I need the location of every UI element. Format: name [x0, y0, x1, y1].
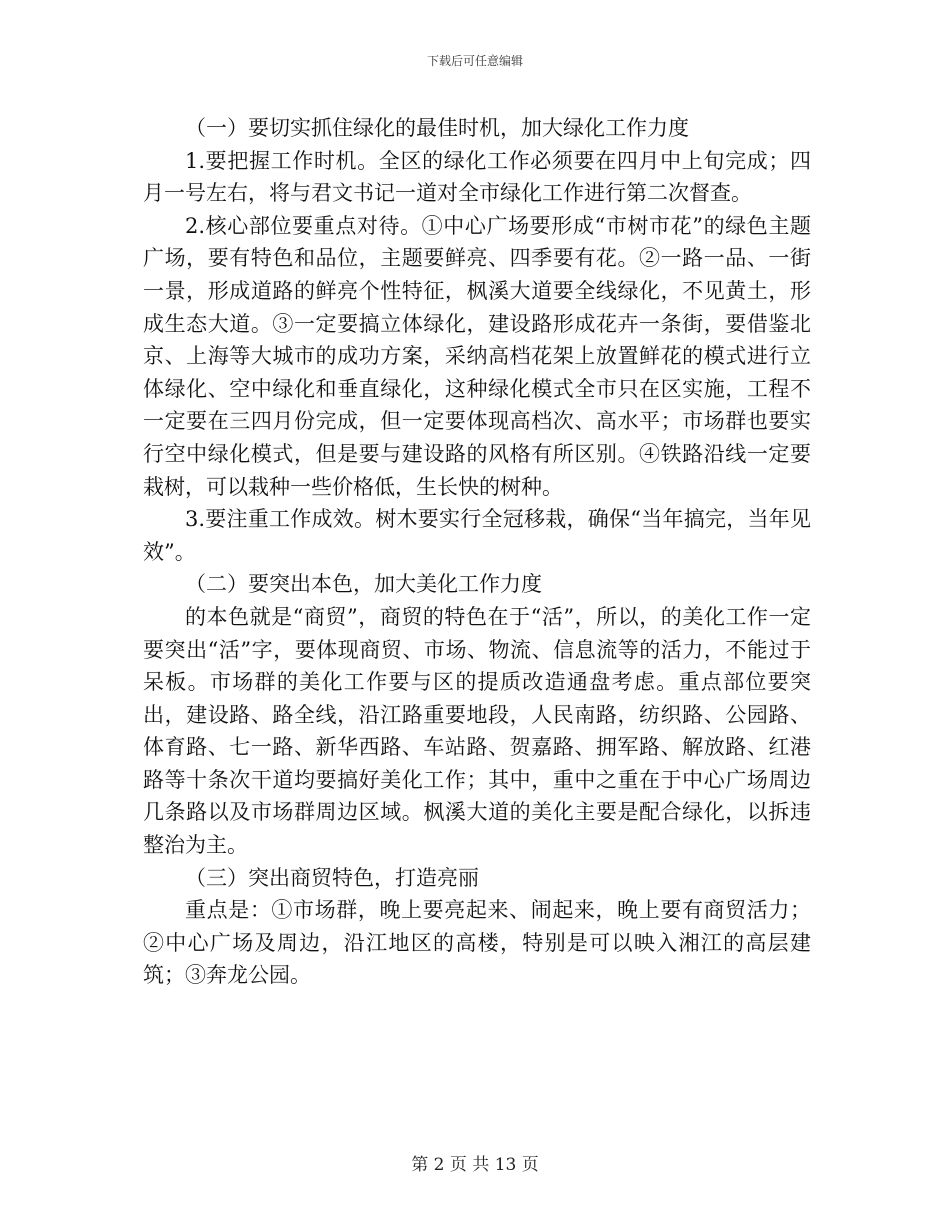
document-body [143, 112, 811, 992]
paragraph-effectiveness: 3.要注重工作成效。树木要实行全冠移栽，确保“当年搞完，当年见效”。 [143, 507, 811, 564]
paragraph-timing: 1.要把握工作时机。全区的绿化工作必须要在四月中上旬完成；四月一号左右，将与君文书记一道对全市绿化工作进行第二次督查。 [143, 148, 811, 206]
section-heading-2: （二）要突出本色，加大美化工作力度 [185, 572, 542, 597]
page-footer: 第 2 页 共 13 页 [411, 1155, 539, 1175]
section-heading-1: （一）要切实抓住绿化的最佳时机，加大绿化工作力度 [185, 116, 689, 140]
paragraph-key-points: 重点是：①市场群，晚上要亮起来、闹起来，晚上要有商贸活力；②中心广场及周边，沿江地区的高楼，特别是可以映入湘江的高层建筑；③奔龙公园。 [143, 898, 811, 988]
paragraph-beautification: 的本色就是“商贸”，商贸的特色在于“活”，所以，的美化工作一定要突出“活”字，要体现商贸、市场、物流、信息流等的活力，不能过于呆板。市场群的美化工作要与区的提质改造通盘考虑。重点部位要突出，建设路、路全线，沿江路重要地段，人民南路，纺织路、公园路、体育路、七一路、新华西路、车站路、贺嘉路、拥军路、解放路、红港路等十条次干道均要搞好美化工作；其中，重中之重在于中心广场周边几条路以及市场群周边区域。枫溪大道的美化主要是配合绿化，以拆违整治为主。 [143, 604, 811, 858]
section-heading-3: （三）突出商贸特色，打造亮丽 [185, 865, 479, 890]
paragraph-core-areas: 2.核心部位要重点对待。①中心广场要形成“市树市花”的绿色主题广场，要有特色和品位，主题要鲜亮、四季要有花。②一路一品、一街一景，形成道路的鲜亮个性特征，枫溪大道要全线绿化，不见黄土，形成生态大道。③一定要搞立体绿化，建设路形成花卉一条街，要借鉴北京、上海等大城市的成功方案，采纳高档花架上放置鲜花的模式进行立体绿化、空中绿化和垂直绿化，这种绿化模式全市只在区实施，工程不一定要在三四月份完成，但一定要体现高档次、高水平；市场群也要实行空中绿化模式，但是要与建设路的风格有所区别。④铁路沿线一定要栽树，可以栽种一些价格低，生长快的树种。 [143, 213, 811, 499]
page-header: 下载后可任意编辑 [426, 54, 523, 68]
